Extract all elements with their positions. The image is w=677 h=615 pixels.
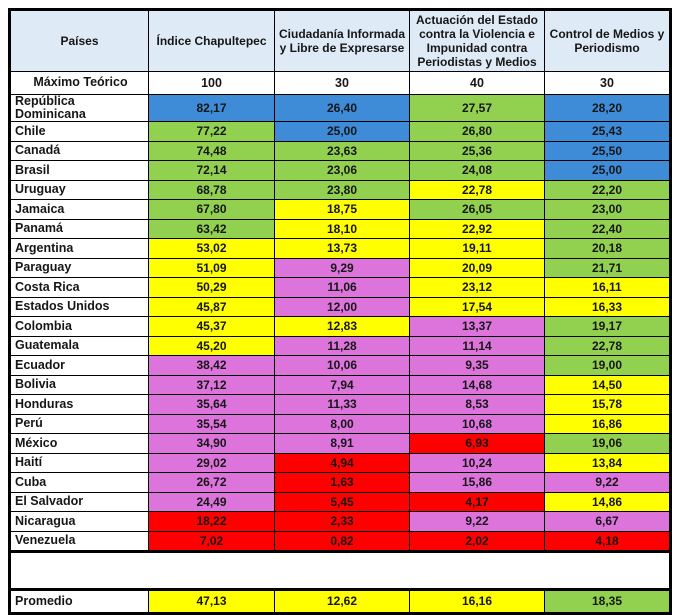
value-cell: 6,93 [410,434,545,454]
table-row [10,219,671,239]
country-name-cell: Cuba [10,473,149,493]
value-cell: 25,43 [545,122,671,142]
value-cell: 19,00 [545,356,671,376]
value-cell: 23,12 [410,278,545,298]
value-cell: 20,18 [545,239,671,259]
table-row [10,492,671,512]
table-row [10,95,671,122]
country-name-cell: El Salvador [10,492,149,512]
value-cell: 29,02 [149,453,275,473]
table-row [10,258,671,278]
value-cell: 9,35 [410,356,545,376]
value-cell: 4,94 [275,453,410,473]
value-cell: 12,00 [275,297,410,317]
value-cell: 50,29 [149,278,275,298]
country-name-cell: Costa Rica [10,278,149,298]
value-cell: 2,02 [410,531,545,552]
header-row [10,10,671,72]
value-cell: 16,33 [545,297,671,317]
value-cell: 4,18 [545,531,671,552]
value-cell: 9,29 [275,258,410,278]
value-cell: 10,06 [275,356,410,376]
country-name-cell: Paraguay [10,258,149,278]
value-cell: 23,63 [275,141,410,161]
value-cell: 25,00 [275,122,410,142]
average-row-label: Promedio [10,590,149,614]
value-cell: 22,92 [410,219,545,239]
value-cell: 13,84 [545,453,671,473]
value-cell: 21,71 [545,258,671,278]
value-cell: 26,05 [410,200,545,220]
value-cell: 67,80 [149,200,275,220]
country-name-cell: Perú [10,414,149,434]
value-cell: 74,48 [149,141,275,161]
table-header [10,10,671,72]
spacer-cell [10,552,671,590]
value-cell: 34,90 [149,434,275,454]
value-cell: 19,11 [410,239,545,259]
value-cell: 16,86 [545,414,671,434]
value-cell: 11,06 [275,278,410,298]
table-row [10,122,671,142]
country-name-cell: Panamá [10,219,149,239]
value-cell: 15,86 [410,473,545,493]
country-name-cell: Guatemala [10,336,149,356]
table-row [10,512,671,532]
table-row [10,161,671,181]
value-cell: 19,06 [545,434,671,454]
table-row [10,297,671,317]
country-rows [10,95,671,552]
value-cell: 25,50 [545,141,671,161]
value-cell: 53,02 [149,239,275,259]
country-name-cell: Canadá [10,141,149,161]
value-cell: 6,67 [545,512,671,532]
value-cell: 18,10 [275,219,410,239]
value-cell: 26,40 [275,95,410,122]
value-cell: 4,17 [410,492,545,512]
country-name-cell: Chile [10,122,149,142]
average-value-cell: 47,13 [149,590,275,614]
value-cell: 15,78 [545,395,671,415]
value-cell: 13,73 [275,239,410,259]
table-row [10,239,671,259]
spacer-row [10,552,671,590]
value-cell: 5,45 [275,492,410,512]
value-cell: 8,91 [275,434,410,454]
value-cell: 25,00 [545,161,671,181]
value-cell: 10,24 [410,453,545,473]
value-cell: 22,78 [410,180,545,200]
value-cell: 25,36 [410,141,545,161]
value-cell: 68,78 [149,180,275,200]
table-row [10,453,671,473]
value-cell: 82,17 [149,95,275,122]
value-cell: 22,40 [545,219,671,239]
value-cell: 38,42 [149,356,275,376]
value-cell: 10,68 [410,414,545,434]
country-name-cell: Jamaica [10,200,149,220]
value-cell: 11,28 [275,336,410,356]
average-value-cell: 18,35 [545,590,671,614]
value-cell: 22,20 [545,180,671,200]
value-cell: 9,22 [545,473,671,493]
table-row [10,531,671,552]
value-cell: 17,54 [410,297,545,317]
value-cell: 14,86 [545,492,671,512]
value-cell: 18,22 [149,512,275,532]
value-cell: 0,82 [275,531,410,552]
value-cell: 45,87 [149,297,275,317]
max-row-label: Máximo Teórico [10,72,149,95]
table-row [10,473,671,493]
value-cell: 23,80 [275,180,410,200]
value-cell: 19,17 [545,317,671,337]
max-value-cell: 40 [410,72,545,95]
table-row [10,317,671,337]
value-cell: 28,20 [545,95,671,122]
value-cell: 26,72 [149,473,275,493]
value-cell: 27,57 [410,95,545,122]
value-cell: 63,42 [149,219,275,239]
value-cell: 7,02 [149,531,275,552]
value-cell: 23,06 [275,161,410,181]
value-cell: 16,11 [545,278,671,298]
max-value-cell: 30 [275,72,410,95]
table-row [10,434,671,454]
country-name-cell: Colombia [10,317,149,337]
value-cell: 12,83 [275,317,410,337]
country-name-cell: Nicaragua [10,512,149,532]
value-cell: 2,33 [275,512,410,532]
country-name-cell: Ecuador [10,356,149,376]
average-value-cell: 12,62 [275,590,410,614]
country-name-cell: Honduras [10,395,149,415]
table-row [10,336,671,356]
country-name-cell: Estados Unidos [10,297,149,317]
table-row [10,200,671,220]
max-theoretical-row [10,72,671,95]
value-cell: 18,75 [275,200,410,220]
max-value-cell: 30 [545,72,671,95]
table-row [10,141,671,161]
country-name-cell: Haití [10,453,149,473]
country-name-cell: Brasil [10,161,149,181]
value-cell: 20,09 [410,258,545,278]
max-value-cell: 100 [149,72,275,95]
value-cell: 51,09 [149,258,275,278]
table-row [10,375,671,395]
value-cell: 77,22 [149,122,275,142]
value-cell: 7,94 [275,375,410,395]
country-name-cell: Argentina [10,239,149,259]
value-cell: 14,68 [410,375,545,395]
value-cell: 11,33 [275,395,410,415]
value-cell: 1,63 [275,473,410,493]
country-name-cell: República Dominicana [10,95,149,122]
table-row [10,395,671,415]
value-cell: 35,64 [149,395,275,415]
column-header-control-medios: Control de Medios y Periodismo [545,10,671,72]
table-row [10,356,671,376]
country-name-cell: Venezuela [10,531,149,552]
country-name-cell: Uruguay [10,180,149,200]
value-cell: 37,12 [149,375,275,395]
value-cell: 45,37 [149,317,275,337]
column-header-actuacion-estado: Actuación del Estado contra la Violencia e Impunidad contra Periodistas y Medios [410,10,545,72]
column-header-indice-chapultepec: Índice Chapultepec [149,10,275,72]
value-cell: 24,49 [149,492,275,512]
country-name-cell: México [10,434,149,454]
value-cell: 24,08 [410,161,545,181]
value-cell: 9,22 [410,512,545,532]
value-cell: 8,53 [410,395,545,415]
value-cell: 11,14 [410,336,545,356]
value-cell: 8,00 [275,414,410,434]
value-cell: 72,14 [149,161,275,181]
value-cell: 45,20 [149,336,275,356]
value-cell: 13,37 [410,317,545,337]
value-cell: 22,78 [545,336,671,356]
table-row [10,180,671,200]
value-cell: 23,00 [545,200,671,220]
table-row [10,414,671,434]
country-name-cell: Bolivia [10,375,149,395]
data-table [8,8,672,615]
column-header-paises: Países [10,10,149,72]
column-header-ciudadania: Ciudadanía Informada y Libre de Expresarse [275,10,410,72]
table-row [10,278,671,298]
average-value-cell: 16,16 [410,590,545,614]
value-cell: 14,50 [545,375,671,395]
value-cell: 26,80 [410,122,545,142]
value-cell: 35,54 [149,414,275,434]
average-row [10,590,671,614]
